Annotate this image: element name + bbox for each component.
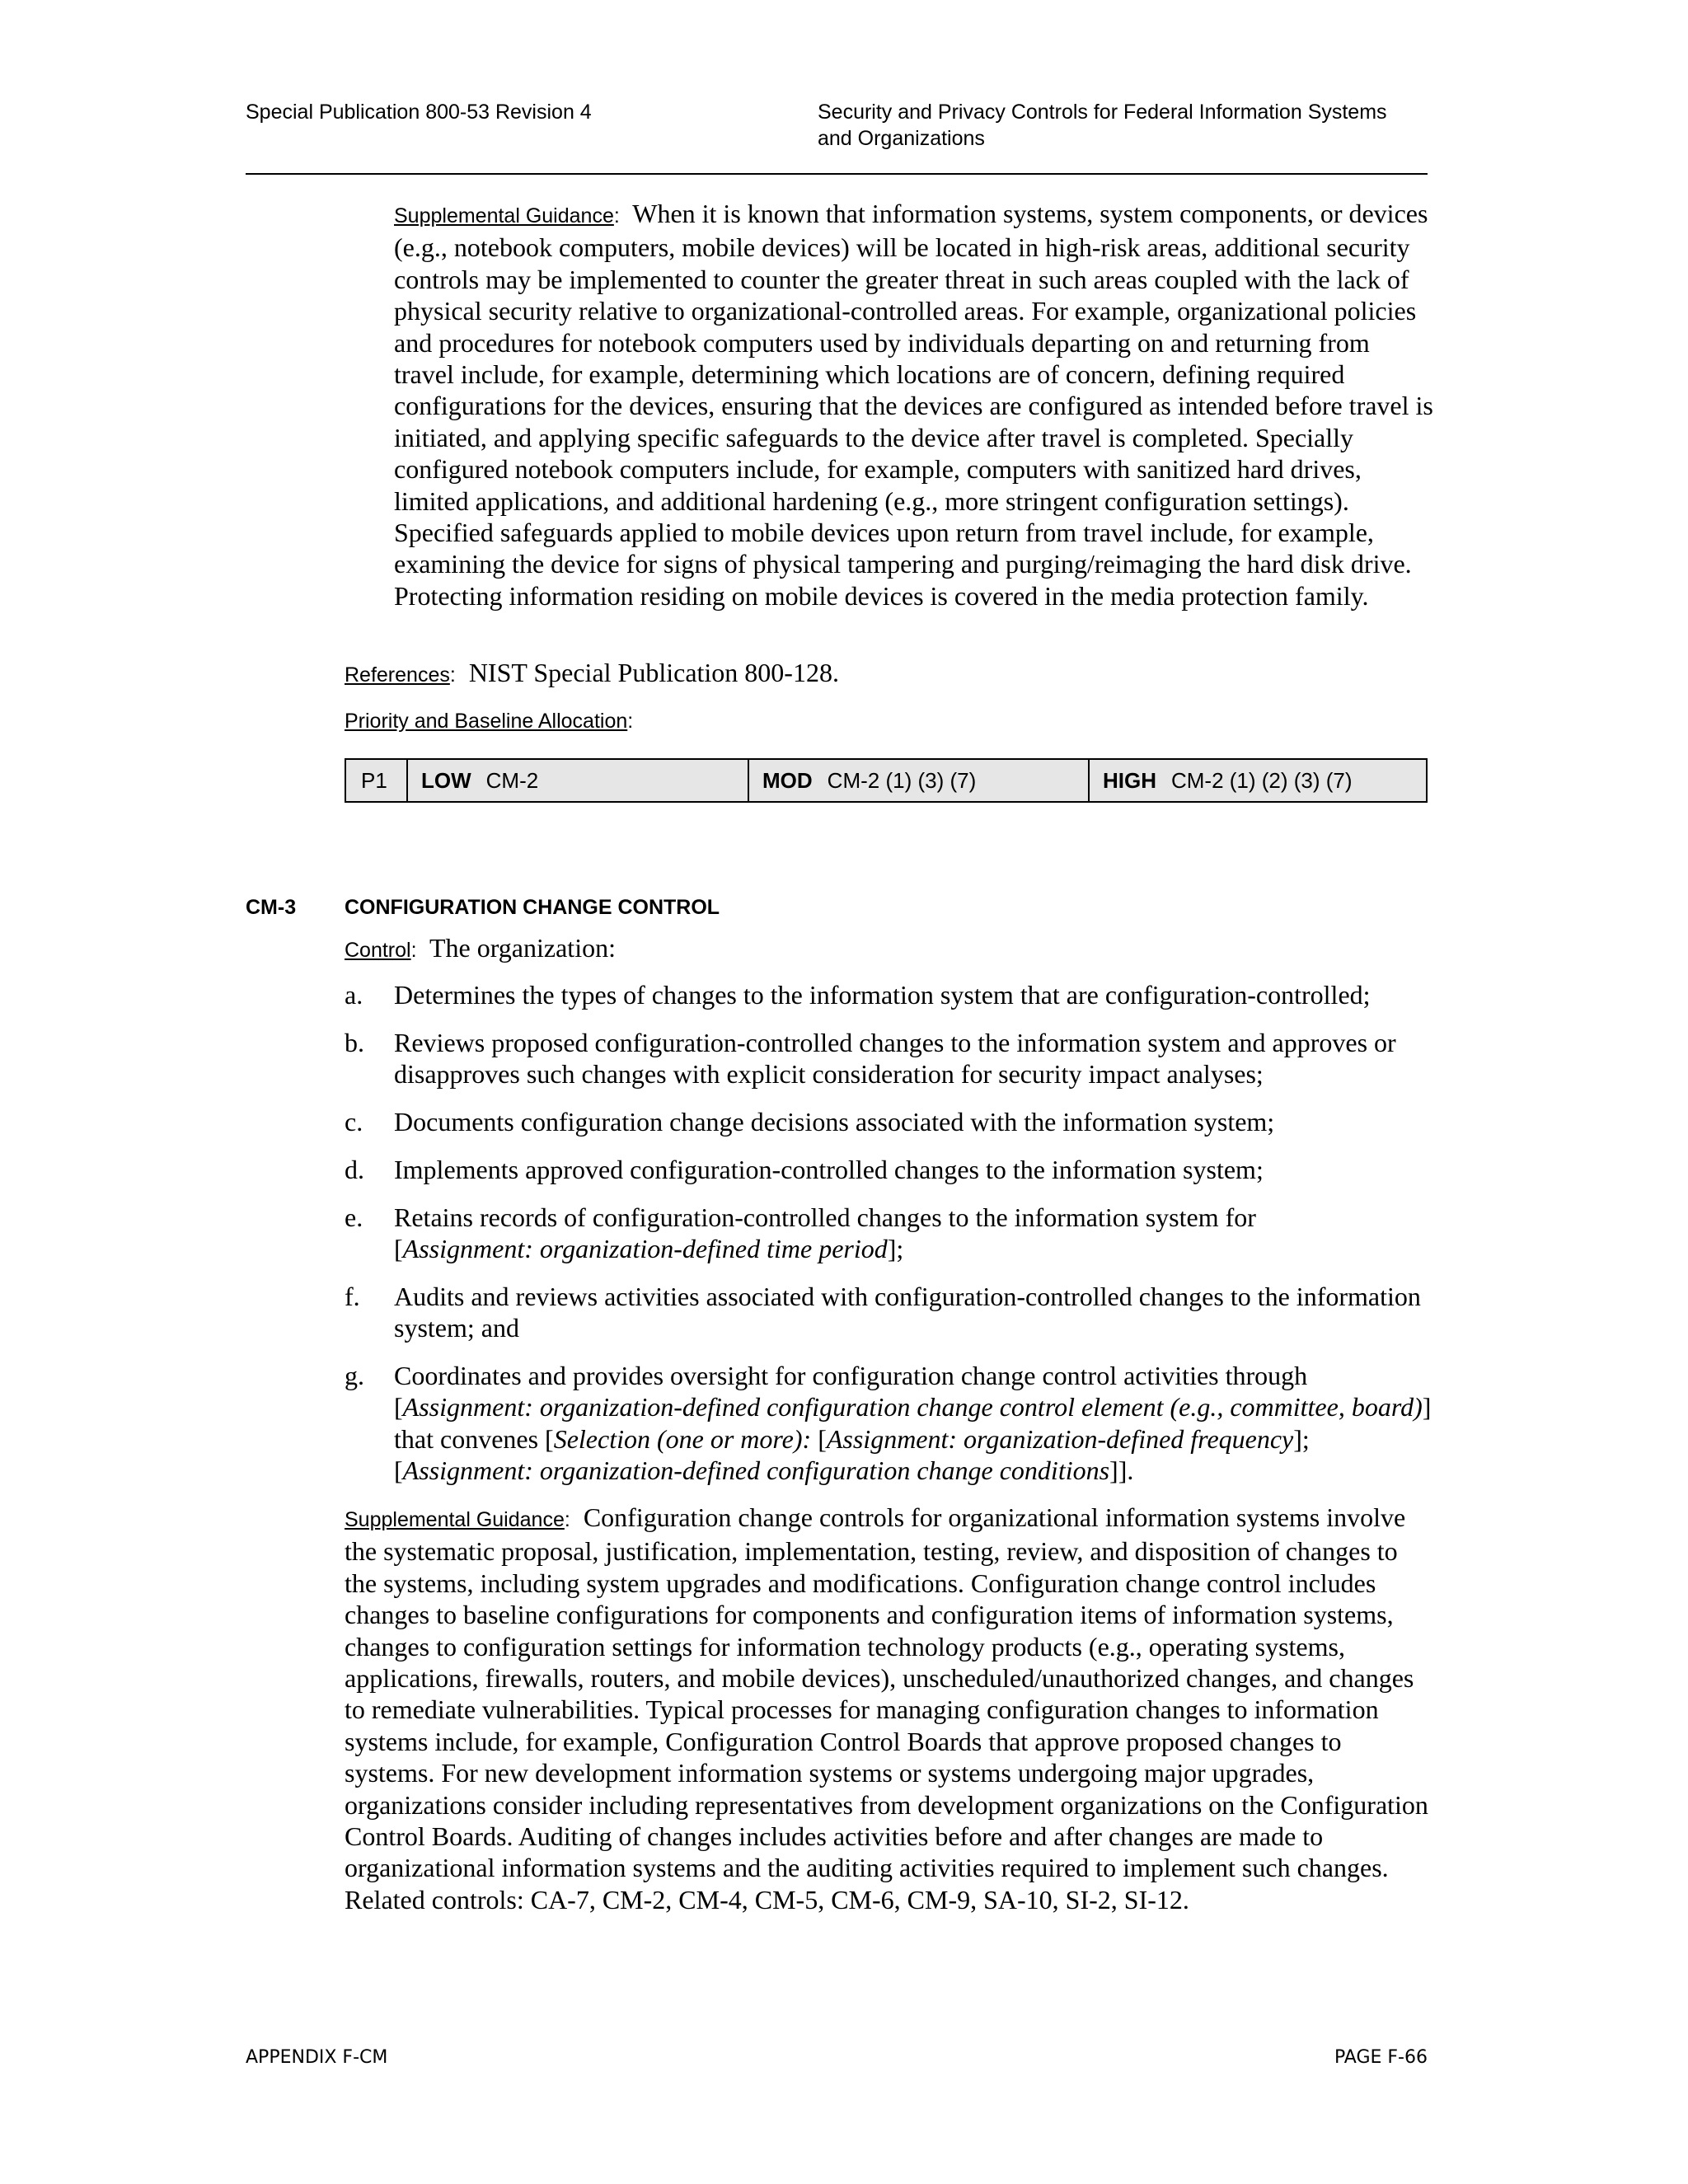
- priority-value: P1: [361, 767, 387, 793]
- item-text: Reviews proposed configuration-controlled changes to the information system and approves or disapproves such changes with explicit consideration for security impact analyses;: [394, 1028, 1396, 1090]
- low-label: LOW: [421, 767, 471, 793]
- item-text: Determines the types of changes to the information system that are configuration-controlled;: [394, 980, 1371, 1010]
- header-divider: [246, 173, 1428, 175]
- item-text: Coordinates and provides oversight for configuration change control activities through [Assignment: organization-defined configuration change control element (e.g., committee, board)] that convenes [Selection (one or more): [Assignment: organization-defined frequency]; [Assignment: organization-defined configuration change conditions]].: [394, 1361, 1432, 1486]
- item-text: Documents configuration change decisions associated with the information system;: [394, 1107, 1275, 1137]
- item-g-selection: Selection (one or more):: [553, 1423, 812, 1454]
- item-g-assignment-2: Assignment: organization-defined frequency: [826, 1423, 1294, 1454]
- item-g-assignment-1: Assignment: organization-defined configuration change control element (e.g., committee, board): [402, 1392, 1423, 1422]
- high-label: HIGH: [1103, 767, 1156, 793]
- item-letter: b.: [345, 1028, 364, 1057]
- header-document-title-line1: Security and Privacy Controls for Federal Information Systems: [818, 101, 1387, 124]
- high-value: CM-2 (1) (2) (3) (7): [1171, 767, 1353, 793]
- mod-value: CM-2 (1) (3) (7): [827, 767, 977, 793]
- control-item-e: [345, 1202, 1432, 1265]
- footer-appendix: APPENDIX F-CM: [246, 2047, 388, 2068]
- prev-supplemental-guidance: Supplemental Guidance: When it is known that information systems, system components, or devices (e.g., notebook computers, mobile devices) will be located in high-risk areas, additional security controls may be implemented to counter the greater threat in such areas coupled with the lack of physical security relative to organizational-controlled areas. For example, organizational policies and procedures for notebook computers used by individuals departing on and returning from travel include, for example, determining which locations are of concern, defining required configurations for the devices, ensuring that the devices are configured as intended before travel is initiated, and applying specific safeguards to the device after travel is completed. Specially configured notebook computers include, for example, computers with sanitized hard drives, limited applications, and additional hardening (e.g., more stringent configuration settings). Specified safeguards applied to mobile devices upon return from travel include, for example, examining the device for signs of physical tampering and purging/reimaging the hard disk drive. Protecting information residing on mobile devices is covered in the media protection family.: [394, 199, 1433, 611]
- item-g-assignment-3: Assignment: organization-defined configuration change conditions: [402, 1455, 1110, 1486]
- priority-cell: [346, 760, 408, 801]
- section-id: CM-3: [246, 896, 297, 919]
- prev-references: References: NIST Special Publication 800-128.: [345, 658, 839, 687]
- supplemental-guidance: Supplemental Guidance: Configuration change controls for organizational information systems involve the systematic proposal, justification, implementation, testing, review, and disposition of changes to the systems, including system upgrades and modifications. Configuration change control includes changes to baseline configurations for components and configuration items of information systems, changes to configuration settings for information technology products (e.g., operating systems, applications, firewalls, routers, and mobile devices), unscheduled/unauthorized changes, and changes to remediate vulnerabilities. Typical processes for managing configuration changes to information systems include, for example, Configuration Control Boards that approve proposed changes to systems. For new development information systems or systems undergoing major upgrades, organizations consider including representatives from development organizations on the Configuration Control Boards. Auditing of changes includes activities before and after changes are made to organizational information systems and the auditing activities required to implement such changes. Related controls: CA-7, CM-2, CM-4, CM-5, CM-6, CM-9, SA-10, SI-2, SI-12.: [345, 1502, 1428, 1915]
- mod-label: MOD: [762, 767, 813, 793]
- control-intro: The organization:: [429, 933, 616, 963]
- prev-references-text: NIST Special Publication 800-128.: [468, 658, 839, 687]
- baseline-allocation-table: [345, 758, 1428, 803]
- control-item-b: [345, 1027, 1432, 1090]
- item-letter: d.: [345, 1155, 364, 1184]
- prev-supplemental-label: Supplemental Guidance: [394, 204, 614, 227]
- item-letter: g.: [345, 1361, 364, 1390]
- item-g-text-2: that convenes: [394, 1423, 539, 1454]
- header-document-title: [818, 99, 1461, 152]
- item-e-text: Retains records of configuration-controlled changes to the information system for: [394, 1202, 1256, 1232]
- control-item-c: [345, 1106, 1432, 1137]
- item-letter: c.: [345, 1107, 363, 1137]
- mod-baseline-cell: [749, 760, 1090, 801]
- control-statement: Control: The organization:: [345, 933, 616, 963]
- prev-priority-baseline: Priority and Baseline Allocation:: [345, 710, 634, 733]
- prev-priority-label: Priority and Baseline Allocation: [345, 710, 628, 733]
- item-letter: a.: [345, 980, 363, 1010]
- section-title: CONFIGURATION CHANGE CONTROL: [345, 896, 720, 919]
- item-letter: e.: [345, 1202, 363, 1232]
- control-item-a: [345, 979, 1432, 1010]
- supplemental-text: Configuration change controls for organizational information systems involve the systematic proposal, justification, implementation, testing, review, and disposition of changes to the systems, including system upgrades and modifications. Configuration change control includes changes to baseline configurations for components and configuration items of information systems, changes to configuration settings for information technology products (e.g., operating systems, applications, firewalls, routers, and mobile devices), unscheduled/unauthorized changes, and changes to remediate vulnerabilities. Typical processes for managing configuration changes to information systems include, for example, Configuration Control Boards that approve proposed changes to systems. For new development information systems or systems undergoing major upgrades, organizations consider including representatives from development organizations on the Configuration Control Boards. Auditing of changes includes activities before and after changes are made to organizational information systems and the auditing activities required to implement such changes. Related controls: CA-7, CM-2, CM-4, CM-5, CM-6, CM-9, SA-10, SI-2, SI-12.: [345, 1502, 1428, 1915]
- footer-page-number: PAGE F-66: [1334, 2047, 1428, 2068]
- header-publication-title: Special Publication 800-53 Revision 4: [246, 101, 592, 124]
- item-letter: f.: [345, 1282, 360, 1311]
- control-item-d: [345, 1154, 1432, 1185]
- item-g-text-1: Coordinates and provides oversight for configuration change control activities through: [394, 1361, 1308, 1390]
- item-text: Retains records of configuration-controlled changes to the information system for [Assignment: organization-defined time period];: [394, 1202, 1256, 1264]
- item-text: Implements approved configuration-controlled changes to the information system;: [394, 1155, 1264, 1184]
- prev-references-label: References: [345, 663, 450, 687]
- prev-supplemental-text: When it is known that information systems, system components, or devices (e.g., notebook computers, mobile devices) will be located in high-risk areas, additional security controls may be implemented to counter the greater threat in such areas coupled with the lack of physical security relative to organizational-controlled areas. For example, organizational policies and procedures for notebook computers used by individuals departing on and returning from travel include, for example, determining which locations are of concern, defining required configurations for the devices, ensuring that the devices are configured as intended before travel is initiated, and applying specific safeguards to the device after travel is completed. Specially configured notebook computers include, for example, computers with sanitized hard drives, limited applications, and additional hardening (e.g., more stringent configuration settings). Specified safeguards applied to mobile devices upon return from travel include, for example, examining the device for signs of physical tampering and purging/reimaging the hard disk drive. Protecting information residing on mobile devices is covered in the media protection family.: [394, 199, 1433, 611]
- low-value: CM-2: [485, 767, 539, 793]
- item-e-assignment: Assignment: organization-defined time period: [402, 1234, 888, 1264]
- control-label: Control: [345, 939, 411, 962]
- control-item-g: [345, 1360, 1432, 1487]
- low-baseline-cell: [408, 760, 749, 801]
- header-document-title-line2: and Organizations: [818, 127, 985, 150]
- high-baseline-cell: [1090, 760, 1426, 801]
- item-text: Audits and reviews activities associated with configuration-controlled changes to the information system; and: [394, 1282, 1421, 1343]
- supplemental-label: Supplemental Guidance: [345, 1508, 565, 1531]
- control-item-f: [345, 1281, 1432, 1344]
